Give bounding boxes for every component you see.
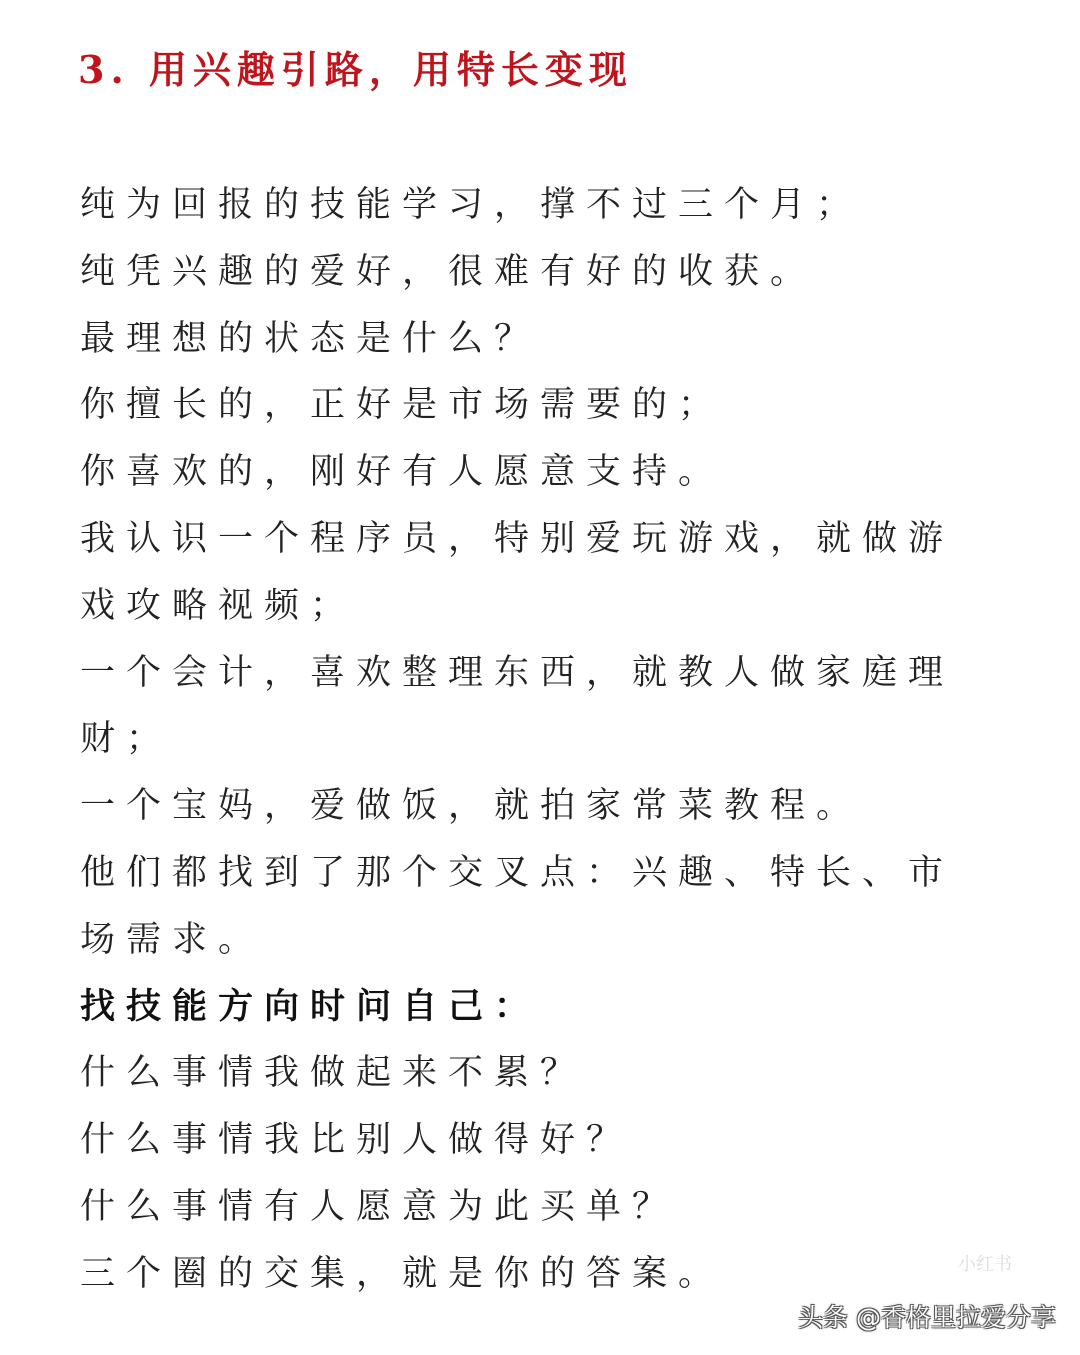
text-line: 戏攻略视频；	[80, 585, 357, 626]
text-line: 场需求。	[80, 919, 265, 960]
bold-prompt-line: 找技能方向时问自己：	[80, 985, 541, 1027]
section-heading: 3. 用兴趣引路，用特长变现	[78, 47, 633, 92]
text-line: 纯为回报的技能学习，撑不过三个月；	[80, 185, 863, 225]
article-body	[80, 172, 1010, 1308]
text-line: 一个会计，喜欢整理东西，就教人做家庭理	[80, 652, 955, 693]
text-line: 财；	[80, 719, 173, 760]
watermark-logo: 小红书	[958, 1254, 1012, 1275]
watermark-source: 头条 @香格里拉爱分享	[798, 1303, 1056, 1332]
text-line: 最理想的状态是什么？	[80, 318, 541, 359]
text-line: 纯凭兴趣的爱好，很难有好的收获。	[80, 251, 817, 292]
conclusion-line: 三个圈的交集，就是你的答案。	[80, 1253, 725, 1294]
question-line: 什么事情我做起来不累？	[80, 1053, 587, 1094]
text-line: 我认识一个程序员，特别爱玩游戏，就做游	[80, 518, 955, 559]
question-line: 什么事情我比别人做得好？	[80, 1120, 633, 1161]
text-line: 一个宝妈，爱做饭，就拍家常菜教程。	[80, 786, 863, 827]
text-line: 他们都找到了那个交叉点：兴趣、特长、市	[80, 852, 955, 893]
question-line: 什么事情有人愿意为此买单？	[80, 1186, 679, 1227]
text-line: 你擅长的，正好是市场需要的；	[80, 385, 725, 426]
text-line: 你喜欢的，刚好有人愿意支持。	[80, 452, 725, 493]
